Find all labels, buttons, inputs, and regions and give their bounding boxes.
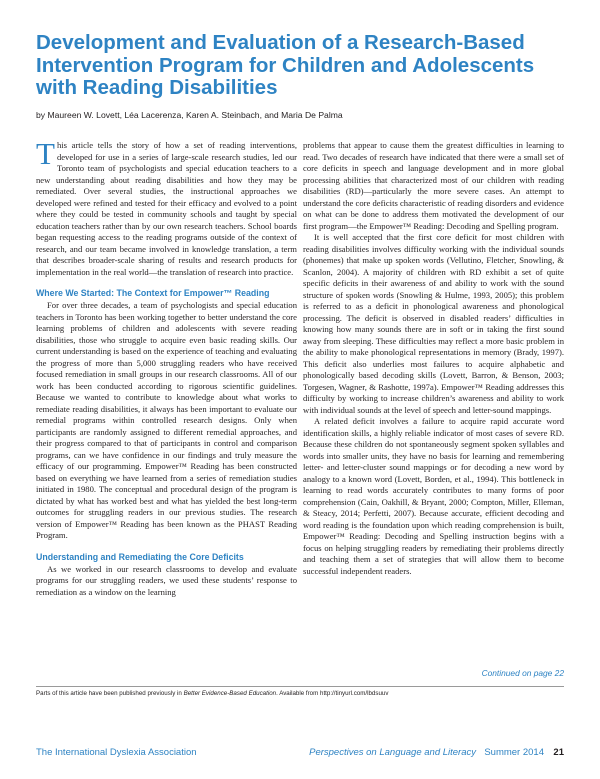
paragraph-core-deficits: As we worked in our research classrooms to develop and evaluate programs for our struggling readers, we used these students’ response to remediation as a window on the learning (36, 563, 297, 597)
intro-text: his article tells the story of how a set of reading interventions, developed for use in a series of large-scale research studies, led our Toronto team of psychologists and special education teachers to a new understanding about reading disabilities and how they may be remediated. Over several studies, the instructional approaches we developed were refined and tested for their efficacy and evolved to a point where they could be tested in community schools and taught by special education teachers rather than by our own research teachers. School boards began requesting access to the reading programs outside of the context of research, and our team became involved in knowledge translation, a term that describes broader-scale sharing of results and research products for implementation in the real world—the translation of research into practice. (36, 140, 297, 277)
footnote (36, 690, 564, 697)
paragraph-continuation: problems that appear to cause them the greatest difficulties in learning to read. Two decades of research have indicated that there were a small set of core deficits in speech and language development and in more global processing abilities that characterized most of our children with reading disabilities (RD)—particularly the more severe cases. An attempt to understand the core deficits characteristic of reading disorders and evidence on what can be done to address them motivated the development of our first program—the Empower™ Reading: Decoding and Spelling program. (303, 140, 564, 231)
drop-cap: T (36, 140, 55, 171)
page-footer (36, 747, 564, 761)
article-title: Development and Evaluation of a Research-Based Intervention Program for Children and Adolescents with Reading Disabilities (36, 31, 535, 99)
footer-issue: Summer 2014 (484, 747, 544, 758)
section-heading-context: Where We Started: The Context for Empower™ Reading (36, 288, 270, 298)
footer-journal: Perspectives on Language and Literacy (309, 747, 476, 758)
paragraph-context: For over three decades, a team of psychologists and special education teachers in Toronto has been working together to better understand the core learning problems of children and adolescents with severe reading disabilities, those who struggle to acquire even basic reading skills. Our current understanding is based on the experience of teaching and evaluating the progress of more than 5,000 struggling readers who have received focused remediation in small groups in our research classrooms. All of our work has been conducted according to rigorous scientific guidelines. Because we wanted to contribute to knowledge about what works to remediate reading disabilities, it always has been important to evaluate our remedial programs within controlled research designs. Only when participants are randomly assigned to different remedial approaches, and their progress compared to that of participants in control and comparison programs, can we have confidence in our findings and truly measure the efficacy of our programming. Empower™ Reading has been constructed based on everything we have learned from a series of remediation studies initiated in 1980. The conceptual and procedural design of the program is dictated by what has worked best and what has yielded the best long-term outcomes for struggling readers in our previous studies. The research version of Empower™ Reading has been known as the PHAST Reading Program. (36, 300, 297, 540)
right-column (303, 140, 564, 656)
footnote-source-title: Better Evidence-Based Education (183, 690, 277, 697)
left-column (36, 140, 297, 656)
footnote-text-end: . Available from http://tinyurl.com/lbdsuuv (276, 690, 389, 697)
paragraph-word-identification: A related deficit involves a failure to acquire rapid accurate word identification skills, a highly reliable indicator of most cases of severe RD. Because these children do not spontaneously segment spoken syllables and words into smaller units, they have no basis for learning and remembering letter- and letter-cluster sound mappings or for decoding a new word by analogy to a known word (Lovett, Borden, et al., 1994). This bottleneck in learning to read words accurately contributes to many forms of poor comprehension (Cain, Oakhill, & Bryant, 2000; Compton, Miller, Elleman, & Steacy, 2014; Perfetti, 2007). Because accurate, efficient decoding and word reading is the foundation upon which reading comprehension is built, Empower™ Reading: Decoding and Spelling instruction begins with a focus on helping struggling readers by remediating their problems directly and teaching them a set of strategies that will allow them to become successful independent readers. (303, 416, 564, 576)
paragraph-phonological: It is well accepted that the first core deficit for most children with reading disabilities involves difficulty working with the individual sounds (phonemes) that make up spoken words (Vellutino, Fletcher, Snowling, & Scanlon, 2004). A majority of children with RD exhibit a set of quite specific deficits in their awareness of and ability to work with the sound structure of spoken words (Snowling & Hulme, 1993, 2005); this problem is referred to as a deficit in phonological awareness and phonological processing. The deficit is observed in disabled readers’ difficulties in knowing how many sounds there are in soft or in taking the first sound away from sleeping. These difficulties may reflect a more basic problem in the ability to make phonological representations in memory (Brady, 1997). This deficit also underlies most failures to acquire alphabetic and phonologically based decoding skills (Lovett, Barron, & Benson, 2003; Torgesen, Wagner, & Rashotte, 1997a). Empower™ Reading addresses this difficulty by working to increase children’s awareness and ability to work with individual sounds at the level of speech and letter-sound mappings. (303, 232, 564, 415)
section-heading-core-deficits: Understanding and Remediating the Core Deficits (36, 551, 244, 562)
footnote-text-start: Parts of this article have been published previously in (36, 690, 184, 697)
footnote-divider (36, 686, 564, 687)
continued-note: Continued on page 22 (481, 668, 564, 678)
page-number: 21 (553, 747, 564, 758)
byline: by Maureen W. Lovett, Léa Lacerenza, Karen A. Steinbach, and Maria De Palma (36, 110, 343, 120)
intro-paragraph (36, 140, 297, 278)
footer-association: The International Dyslexia Association (36, 747, 197, 758)
